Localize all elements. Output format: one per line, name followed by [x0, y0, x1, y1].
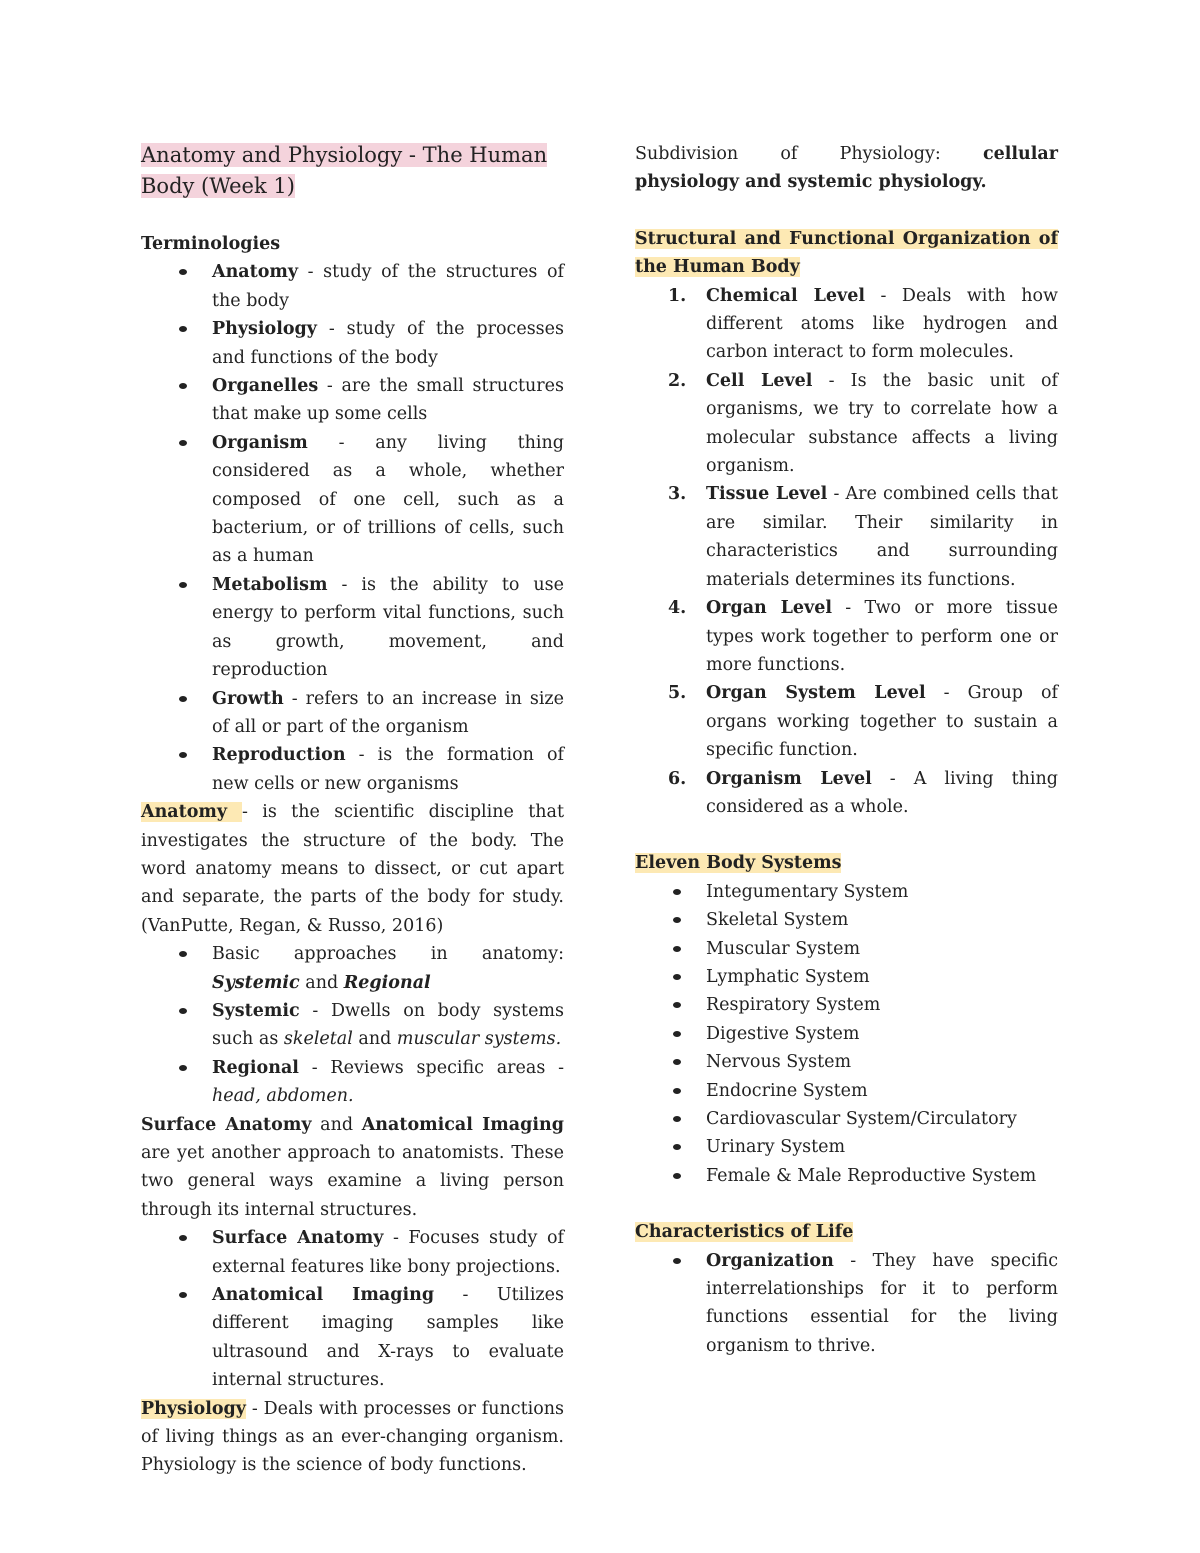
- systems-list: [635, 878, 1058, 1190]
- list-item: Anatomical Imaging - Utilizes different imaging samples like ultrasound and X-rays to evaluate internal structures.: [212, 1281, 564, 1395]
- list-item: Digestive System: [706, 1020, 1058, 1048]
- terminologies-heading: Terminologies: [141, 234, 281, 254]
- surface-anatomy-paragraph: Surface Anatomy and Anatomical Imaging are yet another approach to anatomists. These two general ways examine a living person through its internal structures.: [141, 1114, 564, 1220]
- list-item: Basic approaches in anatomy: Systemic and Regional: [212, 940, 564, 997]
- list-item: Anatomy - study of the structures of the body: [212, 258, 564, 315]
- list-item: Organism - any living thing considered as a whole, whether composed of one cell, such as a bacterium, or of trillions of cells, such as a human: [212, 429, 564, 571]
- list-item: Integumentary System: [706, 878, 1058, 906]
- anatomy-approaches-list: [141, 940, 564, 1110]
- list-item: Skeletal System: [706, 906, 1058, 934]
- characteristics-heading: Characteristics of Life: [635, 1222, 854, 1243]
- list-item: Organization - They have specific interrelationships for it to perform functions essential for the living organism to thrive.: [706, 1247, 1058, 1361]
- list-item: Systemic - Dwells on body systems such as skeletal and muscular systems.: [212, 997, 564, 1054]
- surface-list: [141, 1224, 564, 1394]
- list-item: 6. Organism Level - A living thing considered as a whole.: [668, 768, 1059, 817]
- list-item: Surface Anatomy - Focuses study of external features like bony projections.: [212, 1224, 564, 1281]
- list-item: 3. Tissue Level - Are combined cells that are similar. Their similarity in characteristics and surrounding materials determines its functions.: [668, 484, 1059, 590]
- list-item: 4. Organ Level - Two or more tissue types work together to perform one or more functions.: [668, 598, 1058, 675]
- characteristics-list: [635, 1247, 1058, 1361]
- list-item: Female & Male Reproductive System: [706, 1162, 1058, 1190]
- organization-list: [635, 282, 1058, 822]
- left-column: [141, 140, 564, 1480]
- document-title: Anatomy and Physiology - The Human Body (Week 1): [141, 143, 548, 198]
- list-item: Respiratory System: [706, 991, 1058, 1019]
- list-item: 5. Organ System Level - Group of organs working together to sustain a specific function.: [668, 683, 1059, 761]
- list-item: Metabolism - is the ability to use energy to perform vital functions, such as growth, movement, and reproduction: [212, 571, 564, 685]
- organization-heading: Structural and Functional Organization of the Human Body: [635, 228, 1058, 278]
- anatomy-paragraph: Anatomy - is the scientific discipline that investigates the structure of the body. The word anatomy means to dissect, or cut apart and separate, the parts of the body for study. (VanPutte, Regan, & Russo, 2016): [141, 802, 564, 936]
- right-column: [635, 140, 1058, 1360]
- list-item: 1. Chemical Level - Deals with how different atoms like hydrogen and carbon interact to form molecules.: [668, 285, 1058, 363]
- list-item: Regional - Reviews specific areas - head, abdomen.: [212, 1054, 564, 1111]
- subdivision-paragraph: Subdivision of Physiology: cellular physiology and systemic physiology.: [635, 144, 1058, 193]
- list-item: Cardiovascular System/Circulatory: [706, 1105, 1058, 1133]
- list-item: Reproduction - is the formation of new cells or new organisms: [212, 741, 564, 798]
- list-item: 2. Cell Level - Is the basic unit of organisms, we try to correlate how a molecular substance affects a living organism.: [668, 370, 1059, 477]
- list-item: Muscular System: [706, 935, 1058, 963]
- list-item: Lymphatic System: [706, 963, 1058, 991]
- systems-heading: Eleven Body Systems: [635, 853, 842, 874]
- list-item: Urinary System: [706, 1133, 1058, 1161]
- list-item: Physiology - study of the processes and functions of the body: [212, 315, 564, 372]
- list-item: Endocrine System: [706, 1077, 1058, 1105]
- list-item: Nervous System: [706, 1048, 1058, 1076]
- physiology-paragraph: Physiology - Deals with processes or functions of living things as an ever-changing organism. Physiology is the science of body functions.: [141, 1398, 564, 1476]
- terminologies-list: [141, 258, 564, 798]
- list-item: Growth - refers to an increase in size of all or part of the organism: [212, 685, 564, 742]
- list-item: Organelles - are the small structures that make up some cells: [212, 372, 564, 429]
